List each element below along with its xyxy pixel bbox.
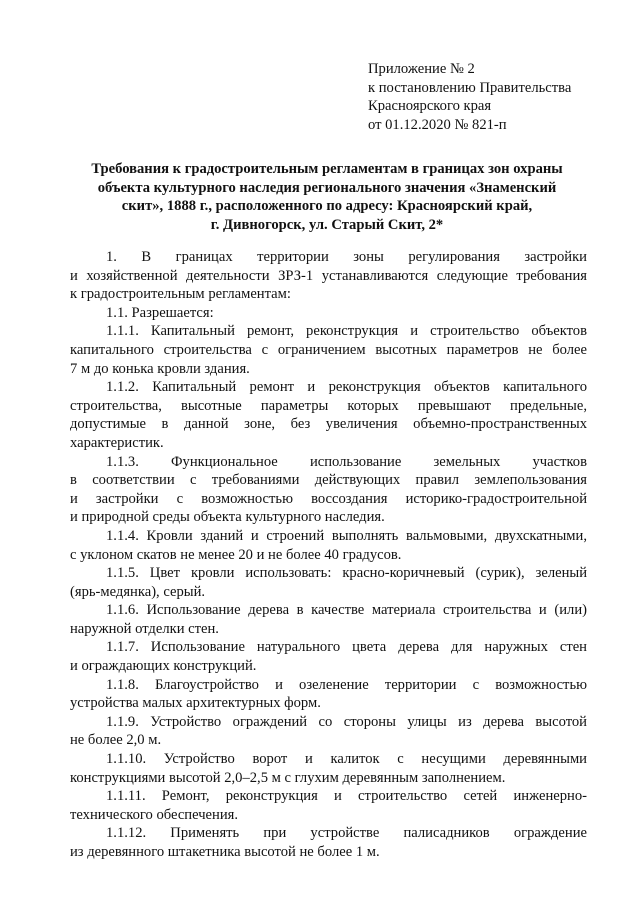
clause-1-1-2-line: допустимые в данной зоне, без увеличения объемно-пространственных xyxy=(70,416,587,433)
clause-1-1-3-line: в соответствии с требованиями действующих правил землепользования xyxy=(70,472,587,489)
title-line: Требования к градостроительным регламентам в границах зон охраны xyxy=(91,161,563,177)
clause-1-1-11-line: 1.1.11. Ремонт, реконструкция и строительство сетей инженерно- xyxy=(106,788,587,805)
clause-1-1-8-line: 1.1.8. Благоустройство и озеленение территории с возможностью xyxy=(106,676,587,693)
clause-1-1-2-line: 1.1.2. Капитальный ремонт и реконструкция объектов капитального xyxy=(106,379,587,396)
clause-1-1-11-line: технического обеспечения. xyxy=(70,806,239,823)
clause-1-1-9-line: не более 2,0 м. xyxy=(70,732,162,749)
clause-1-1-1-line: 1.1.1. Капитальный ремонт, реконструкция и строительство объектов xyxy=(106,323,587,340)
appendix-region: Красноярского края xyxy=(368,98,492,114)
clause-1-1-10-line: конструкциями высотой 2,0–2,5 м с глухим деревянным заполнением. xyxy=(70,769,506,786)
clause-1-1-4-line: с уклоном скатов не менее 20 и не более 40 градусов. xyxy=(70,546,402,563)
clause-1-1-2-line: характеристик. xyxy=(70,434,164,451)
clause-1-1-3-line: и застройки с возможностью воссоздания историко-градостроительной xyxy=(70,490,587,507)
clause-1-1-5-line: (ярь-медянка), серый. xyxy=(70,583,206,600)
clause-1-1-1-line: капитального строительства с ограничением высотных параметров не более xyxy=(70,341,587,358)
title-line: г. Дивногорск, ул. Старый Скит, 2* xyxy=(210,216,444,233)
clause-1-1-8-line: устройства малых архитектурных форм. xyxy=(70,695,321,712)
appendix-date: от 01.12.2020 № 821-п xyxy=(368,116,507,133)
title-line: объекта культурного наследия регионального значения «Знаменский xyxy=(97,179,557,196)
paragraph-1-line: к градостроительным регламентам: xyxy=(70,286,291,303)
paragraph-1-line: и хозяйственной деятельности ЗРЗ-1 устанавливаются следующие требования xyxy=(70,267,587,284)
paragraph-1-line: 1. В границах территории зоны регулирования застройки xyxy=(106,249,587,265)
clause-1-1-12-line: 1.1.12. Применять при устройстве палисадников ограждение xyxy=(106,825,587,842)
clause-1-1-6-line: 1.1.6. Использование дерева в качестве материала строительства и (или) xyxy=(106,602,587,619)
clause-1-1-12-line: из деревянного штакетника высотой не более 1 м. xyxy=(70,844,380,860)
clause-1-1-6-line: наружной отделки стен. xyxy=(70,620,219,637)
clause-1-1-2-line: строительства, высотные параметры которых превышают предельные, xyxy=(70,397,587,414)
title-line: скит», 1888 г., расположенного по адресу: Красноярский край, xyxy=(121,198,533,214)
document-body xyxy=(70,248,587,862)
clause-1-1-4-line: 1.1.4. Кровли зданий и строений выполнять вальмовыми, двухскатными, xyxy=(106,527,587,544)
clause-1-1-3-line: 1.1.3. Функциональное использование земельных участков xyxy=(106,453,587,470)
clause-1-1-1-line: 7 м до конька кровли здания. xyxy=(70,360,250,377)
clause-1-1-9-line: 1.1.9. Устройство ограждений со стороны улицы из дерева высотой xyxy=(106,713,587,730)
clause-1-1-7-line: 1.1.7. Использование натурального цвета дерева для наружных стен xyxy=(106,639,587,656)
appendix-reference xyxy=(368,60,571,134)
clause-1-1-line: 1.1. Разрешается: xyxy=(106,304,214,321)
clause-1-1-3-line: и природной среды объекта культурного наследия. xyxy=(70,509,385,526)
document-title xyxy=(60,160,594,234)
appendix-resolution: к постановлению Правительства xyxy=(368,79,572,96)
clause-1-1-7-line: и ограждающих конструкций. xyxy=(70,658,257,675)
appendix-number: Приложение № 2 xyxy=(368,61,475,77)
clause-1-1-5-line: 1.1.5. Цвет кровли использовать: красно-коричневый (сурик), зеленый xyxy=(106,565,587,582)
clause-1-1-10-line: 1.1.10. Устройство ворот и калиток с несущими деревянными xyxy=(106,751,587,768)
